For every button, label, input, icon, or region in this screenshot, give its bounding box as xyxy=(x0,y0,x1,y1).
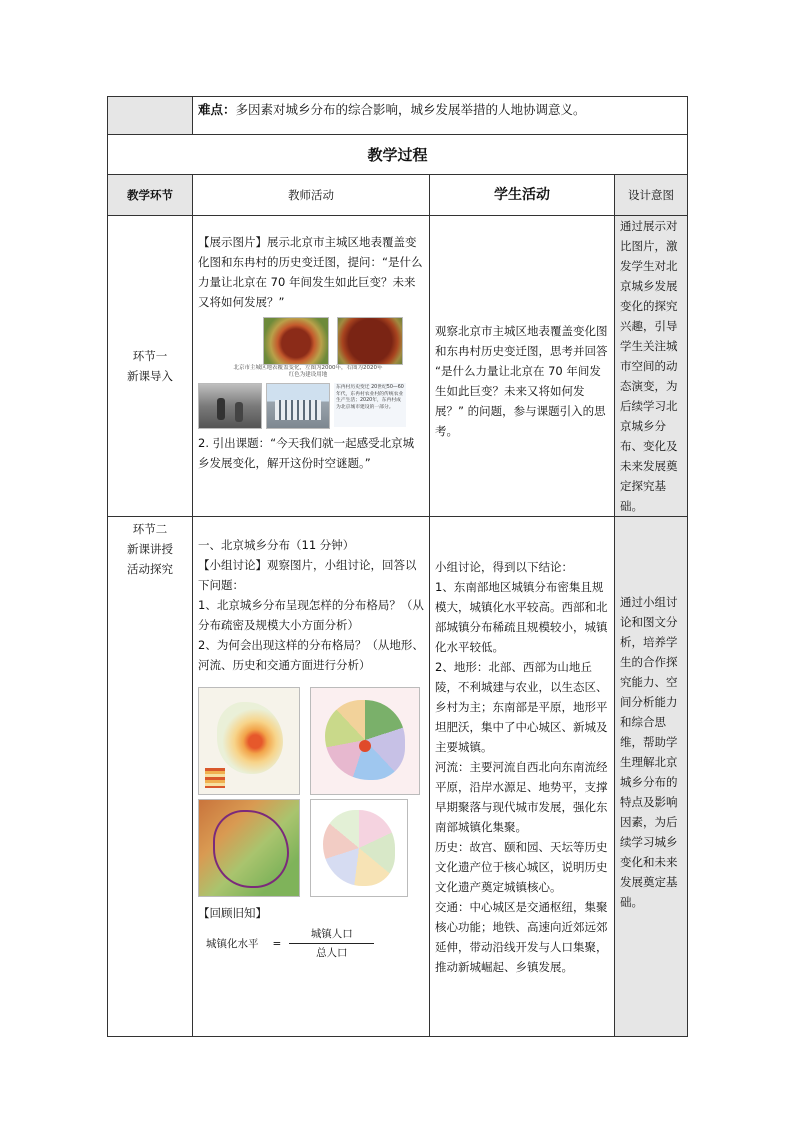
student-activity-1: 观察北京市主城区地表覆盖变化图和东冉村历史变迁图，思考并回答 “是什么力量让北京在 70 年间发生如此巨变？未来又将如何发展？” 的问题，参与课题引入的思考。 xyxy=(430,216,615,517)
teacher-2-title: 一、北京城乡分布（11 分钟） xyxy=(198,538,355,552)
transport-map xyxy=(310,799,408,897)
lesson-plan-table xyxy=(107,96,688,1037)
land-cover-map-2000 xyxy=(263,317,329,365)
student-2-c2: 2、地形：北部、西部为山地丘陵，不利城建与农业，以生态区、乡村为主；东南部是平原，地形平坦肥沃，集中了中心城区、新城及主要城镇。 xyxy=(435,660,608,754)
teacher-1-intro: 【展示图片】展示北京市主城区地表覆盖变化图和东冉村的历史变迁图，提问：“是什么力量让北京在 70 年间发生如此巨变？未来又将如何发展？” xyxy=(198,235,423,309)
stage-1-line2: 新课导入 xyxy=(127,369,173,383)
teacher-activity-2 xyxy=(193,517,430,1037)
difficulty-text: 多因素对城乡分布的综合影响，城乡发展举措的人地协调意义。 xyxy=(235,102,586,117)
teacher-2-q1: 1、北京城乡分布呈现怎样的分布格局？（从分布疏密及规模大小方面分析） xyxy=(198,598,424,632)
teacher-2-discussion: 【小组讨论】观察图片，小组讨论，回答以下问题： xyxy=(198,558,417,592)
student-2-c3: 河流：主要河流自西北向东南流经平原，沿岸水源足、地势平，支撑早期聚落与现代城市发展，强化东南部城镇化集聚。 xyxy=(435,760,608,834)
stage-2-line1: 环节二 xyxy=(132,522,168,536)
student-2-c1: 1、东南部地区城镇分布密集且规模大，城镇化水平较高。西部和北部城镇分布稀疏且规模较小，城镇化水平较低。 xyxy=(435,580,608,654)
teacher-activity-1 xyxy=(193,216,430,517)
beijing-maps-row2 xyxy=(198,799,424,897)
land-cover-caption: 北京市主城区地表覆盖变化，左图为2000年，右图为2020年 红色为建设用地 xyxy=(233,365,383,378)
difficulty-label: 难点： xyxy=(198,102,236,117)
stage-2-cell xyxy=(108,517,193,1037)
difficulty-cell xyxy=(193,97,688,135)
header-intent: 设计意图 xyxy=(615,175,688,216)
formula-fraction xyxy=(289,925,374,962)
land-cover-map-2020 xyxy=(337,317,403,365)
village-history-note: 东冉村历史变迁 20世纪50—60年代，东冉村农业村的传统农业生产生活；2020年，东冉村成为北京城市建设的一部分。 xyxy=(334,383,406,427)
design-intent-2: 通过小组讨论和图文分析，培养学生的合作探究能力、空间分析能力和综合思维，帮助学生理解北京城乡分布的特点及影响因素，为后续学习城乡变化和未来发展奠定基础。 xyxy=(615,517,688,1037)
header-student: 学生活动 xyxy=(430,175,615,216)
modern-building-photo xyxy=(266,383,330,429)
stage-1-cell xyxy=(108,216,193,517)
design-intent-1: 通过展示对比图片，激发学生对北京城乡发展变化的探究兴趣，引导学生关注城市空间的动态演变，为后续学习北京城乡分布、变化及未来发展奠定探究基础。 xyxy=(615,216,688,517)
student-2-intro: 小组讨论，得到以下结论： xyxy=(435,560,573,574)
village-history-photos xyxy=(198,383,424,429)
formula-denominator: 总人口 xyxy=(316,947,348,959)
teacher-2-review: 【回顾旧知】 xyxy=(198,906,267,920)
land-cover-maps xyxy=(263,317,424,365)
stage-2-line3: 活动探究 xyxy=(127,562,173,576)
stage-1-line1: 环节一 xyxy=(132,349,168,363)
terrain-map xyxy=(198,799,300,897)
student-activity-2 xyxy=(430,517,615,1037)
header-stage: 教学环节 xyxy=(108,175,193,216)
header-teacher: 教师活动 xyxy=(193,175,430,216)
student-2-c4: 历史：故宫、颐和园、天坛等历史文化遗产位于核心城区，说明历史文化遗产奠定城镇核心。 xyxy=(435,840,608,894)
difficulty-label-cell xyxy=(108,97,193,135)
section-title: 教学过程 xyxy=(108,135,688,175)
student-2-c5: 交通：中心城区是交通枢纽，集聚核心功能；地铁、高速向近郊远郊延伸，带动沿线开发与人口集聚，推动新城崛起、乡镇发展。 xyxy=(435,900,608,974)
formula-numerator: 城镇人口 xyxy=(310,928,353,940)
teacher-2-q2: 2、为何会出现这样的分布格局？（从地形、河流、历史和交通方面进行分析） xyxy=(198,638,424,672)
urbanization-formula xyxy=(198,925,424,962)
beijing-maps-row1 xyxy=(198,687,424,795)
urban-density-map xyxy=(198,687,300,795)
teacher-1-topic: 2. 引出课题：“今天我们就一起感受北京城乡发展变化，解开这份时空谜题。” xyxy=(198,436,415,470)
formula-left: 城镇化水平 xyxy=(206,937,259,950)
formula-equals: = xyxy=(272,937,282,950)
stage-2-line2: 新课讲授 xyxy=(127,542,173,556)
district-map xyxy=(310,687,420,795)
old-village-photo xyxy=(198,383,262,429)
